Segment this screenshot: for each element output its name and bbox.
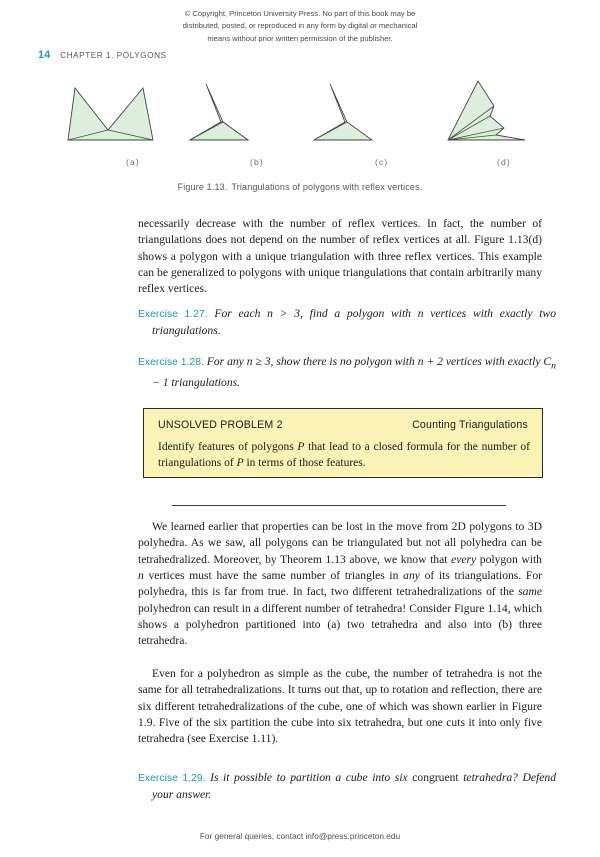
p2-e: polyhedron can result in a different number of tetrahedra! Consider Figure 1.14, which shows a polyhedron partitioned into (a) two tetrahedra and also into (b) three tetrahedra. — [138, 601, 542, 648]
ex129-text-a: Is it possible to partition a cube into six — [210, 771, 413, 784]
unsolved-problem-topic: Counting Triangulations — [412, 419, 528, 431]
figure-1-13 — [38, 76, 562, 166]
running-head — [38, 49, 167, 61]
paragraph-continuation: necessarily decrease with the number of reflex vertices. In fact, the number of triangulations does not depend on the number of reflex vertices at all. Figure 1.13(d) shows a polygon with a unique triangulation with three reflex vertices. This example can be generalized to polygons with unique triangulations that contain arbitrarily many reflex vertices. — [138, 217, 542, 296]
p2-em-any: any — [403, 569, 420, 583]
exercise-1-29 — [138, 770, 556, 804]
exercise-label: Exercise 1.27. — [138, 309, 208, 320]
copyright-line-3: means without prior written permission of the publisher. — [207, 33, 393, 43]
polygon-b — [190, 84, 248, 140]
figure-sublabels — [38, 157, 562, 171]
polygon-d — [448, 81, 525, 140]
p2-em-same: same — [518, 585, 542, 599]
copyright-notice — [150, 8, 450, 45]
p2-em-every: every — [451, 552, 477, 566]
copyright-line-1: © Copyright, Princeton University Press. No part of this book may be — [184, 9, 416, 18]
figure-sublabel-b: (b) — [250, 157, 264, 167]
page-footer: For general queries, contact info@press.princeton.edu — [199, 831, 401, 841]
exercise-text — [152, 355, 556, 389]
ub-var-p-2: P — [236, 457, 244, 470]
figure-caption — [0, 182, 600, 192]
exercise-text: For each n > 3, find a polygon with n vertices with exactly two triangulations. — [152, 307, 556, 338]
unsolved-problem-box — [143, 408, 543, 478]
p2-c: vertices must have the same number of triangles in — [143, 569, 404, 583]
polygons-svg — [38, 76, 562, 166]
exercise-1-28 — [138, 354, 556, 391]
ub-text-a: Identify features of polygons — [158, 441, 298, 453]
unsolved-problem-heading — [158, 419, 528, 431]
ub-text-b: that lead to a closed formula for the number of triangulations of — [158, 441, 531, 470]
exercise-text-tail: − 1 triangulations. — [152, 375, 241, 389]
exercise-1-27 — [138, 306, 556, 340]
page-number: 14 — [38, 49, 51, 61]
p2-a: We learned earlier that properties can be lost in the move from 2D polygons to 3D polyhedra. As we saw, all polygons can be triangulated but not all polyhedra can be tetrahedralized. Moreover, by Theorem 1.13 above, we know that — [138, 520, 542, 566]
exercise-text-main: For any n ≥ 3, show there is no polygon with n + 2 vertices with exactly C — [206, 355, 552, 368]
unsolved-problem-title: UNSOLVED PROBLEM 2 — [158, 419, 283, 431]
ex129-text-b: tetrahedra? Defend your answer. — [152, 771, 556, 802]
unsolved-problem-body — [158, 439, 530, 471]
figure-caption-text: Triangulations of polygons with reflex vertices. — [231, 182, 423, 192]
ub-text-c: in terms of those features. — [243, 457, 366, 470]
figure-caption-number: Figure 1.13. — [177, 182, 228, 192]
polygon-c — [314, 84, 372, 140]
p2-d: of its triangulations. For polyhedra, this is far from true. In fact, two different tetrahedralizations of the — [138, 569, 543, 599]
p2-var-n: n — [138, 569, 144, 583]
exercise-text-subscript: n — [551, 360, 556, 372]
exercise-text — [152, 771, 556, 801]
p2-b: polygon with — [476, 552, 542, 566]
polygon-a — [68, 88, 153, 140]
ub-var-p-1: P — [297, 441, 305, 453]
chapter-title: CHAPTER 1. POLYGONS — [60, 51, 167, 60]
exercise-label: Exercise 1.29. — [138, 773, 206, 784]
figure-sublabel-c: (c) — [375, 157, 389, 167]
paragraph-polyhedra — [138, 519, 542, 650]
figure-sublabel-a: (a) — [126, 157, 140, 167]
section-divider — [172, 505, 506, 506]
copyright-line-2: distributed, posted, or reproduced in any form by digital or mechanical — [182, 21, 418, 31]
ex129-emph-congruent: congruent — [412, 771, 459, 784]
exercise-label: Exercise 1.28. — [138, 357, 204, 368]
paragraph-cube: Even for a polyhedron as simple as the cube, the number of tetrahedra is not the same for all tetrahedralizations. It turns out that, up to rotation and reflection, there are six different tetrahedralizations of the cube, one of which was shown earlier in Figure 1.9. Five of the six partition the cube into six tetrahedra, but one cuts it into only five tetrahedra (see Exercise 1.11). — [138, 667, 542, 746]
figure-sublabel-d: (d) — [497, 157, 511, 167]
